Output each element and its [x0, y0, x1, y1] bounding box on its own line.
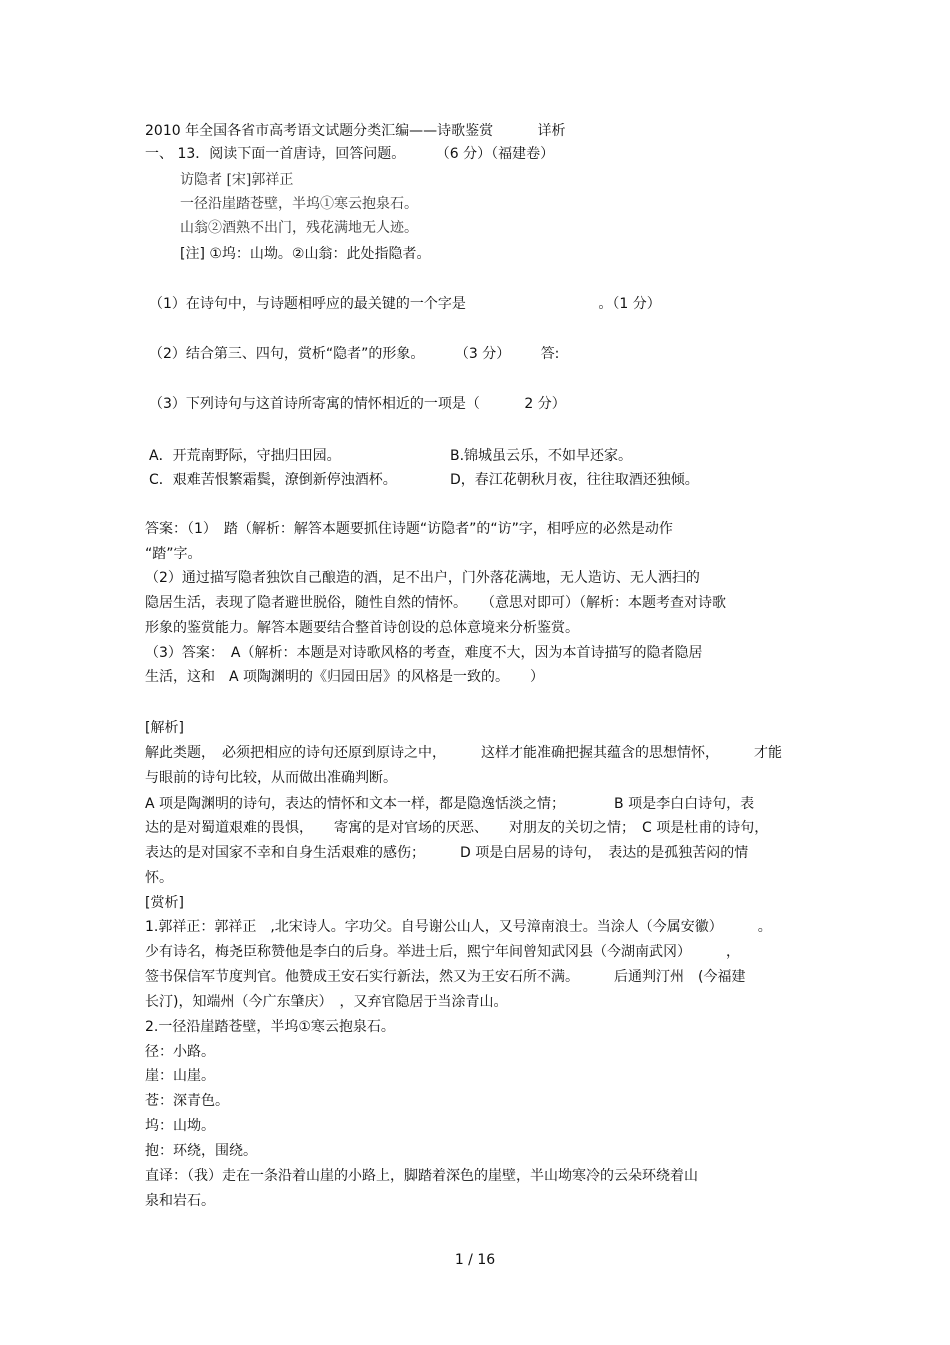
subquestion-2	[149, 345, 559, 363]
appreciation-p1-line-2: 少有诗名，梅尧臣称赞他是李白的后身。举进士后，熙宁年间曾知武冈县（今湖南武冈） ，	[145, 944, 740, 960]
answer-1-line-1: 答案：（1） 踏（解析：解答本题要抓住诗题“访隐者”的“访”字，相呼应的必然是动作	[145, 521, 673, 537]
answer-2-line-2: 隐居生活，表现了隐者避世脱俗，随性自然的情怀。 （意思对即可）（解析：本题考查对诗歌	[145, 595, 726, 611]
analysis-p2-line-4: 怀。	[145, 870, 173, 886]
poem-title-line: 访隐者 [宋]郭祥正	[180, 172, 294, 188]
analysis-p2-line-3: 表达的是对国家不幸和自身生活艰难的感伤； D 项是白居易的诗句， 表达的是孤独苦闷的情	[145, 845, 749, 861]
gloss-wu: 坞：山坳。	[145, 1118, 215, 1134]
analysis-heading: [解析]	[145, 720, 184, 736]
option-d: D，春江花朝秋月夜，往往取酒还独倾。	[450, 472, 699, 488]
option-a: A．开荒南野际，守拙归田园。	[149, 448, 341, 464]
subquestion-3	[149, 395, 566, 413]
subquestion-1-points: 。（1 分）	[598, 296, 661, 312]
answer-3-line-1: （3）答案： A（解析：本题是对诗歌风格的考查，难度不大，因为本首诗描写的隐者隐居	[145, 645, 703, 661]
poem-line-1: 一径沿崖踏苍壁，半坞①寒云抱泉石。	[180, 196, 418, 212]
subquestion-2-text: （2）结合第三、四句，赏析“隐者”的形象。	[149, 346, 425, 362]
question-intro	[145, 145, 554, 163]
subquestion-2-answer-label: 答:	[540, 346, 560, 362]
translation-line-1: 直译：（我）走在一条沿着山崖的小路上，脚踏着深色的崖壁，半山坳寒冷的云朵环绕着山	[145, 1168, 698, 1184]
subquestion-2-points: （3 分）	[454, 346, 511, 362]
analysis-p2-line-1: A 项是陶渊明的诗句，表达的情怀和文本一样，都是隐逸恬淡之情； B 项是李白白诗句，表	[145, 796, 755, 812]
document-title	[145, 122, 566, 140]
subquestion-3-text: （3）下列诗句与这首诗所寄寓的情怀相近的一项是（	[149, 396, 480, 412]
gloss-ya: 崖：山崖。	[145, 1068, 215, 1084]
analysis-p2-line-2: 达的是对蜀道艰难的畏惧， 寄寓的是对官场的厌恶、 对朋友的关切之情； C 项是杜甫的诗句，	[145, 820, 769, 836]
answer-3-line-2: 生活，这和 A 项陶渊明的《归园田居》的风格是一致的。 ）	[145, 669, 545, 685]
question-intro-points: （6 分）（福建卷）	[435, 146, 555, 162]
poem-note: [注] ①坞：山坳。②山翁：此处指隐者。	[180, 246, 431, 262]
title-text: 2010 年全国各省市高考语文试题分类汇编——诗歌鉴赏	[145, 123, 494, 139]
subquestion-1	[149, 295, 661, 313]
answer-2-line-1: （2）通过描写隐者独饮自己酿造的酒，足不出户，门外落花满地，无人造访、无人洒扫的	[145, 570, 700, 586]
gloss-cang: 苍：深青色。	[145, 1093, 229, 1109]
title-suffix: 详析	[537, 123, 566, 139]
option-b: B.锦城虽云乐，不如早还家。	[450, 448, 633, 464]
subquestion-3-points: 2 分）	[524, 396, 566, 412]
question-intro-text: 一、 13．阅读下面一首唐诗，回答问题。	[145, 146, 406, 162]
answer-1-line-2: “踏”字。	[145, 546, 202, 562]
poem-line-2: 山翁②酒熟不出门，残花满地无人迹。	[180, 220, 418, 236]
analysis-p1-line-1: 解此类题， 必须把相应的诗句还原到原诗之中， 这样才能准确把握其蕴含的思想情怀， 才能	[145, 745, 782, 761]
translation-line-2: 泉和岩石。	[145, 1193, 215, 1209]
page-number: 1 / 16	[454, 1252, 496, 1268]
analysis-p1-line-2: 与眼前的诗句比较，从而做出准确判断。	[145, 770, 397, 786]
appreciation-p1-line-1: 1.郭祥正：郭祥正 ,北宋诗人。字功父。自号谢公山人，又号漳南浪士。当涂人（今属安徽） 。	[145, 919, 772, 935]
subquestion-1-text: （1）在诗句中，与诗题相呼应的最关键的一个字是	[149, 296, 466, 312]
appreciation-p1-line-3: 签书保信军节度判官。他赞成王安石实行新法，然又为王安石所不满。 后通判汀州 (今福建	[145, 969, 746, 985]
gloss-bao: 抱：环绕，围绕。	[145, 1143, 257, 1159]
option-c: C．艰难苦恨繁霜鬓，潦倒新停浊酒杯。	[149, 472, 397, 488]
appreciation-p1-line-4: 长汀)，知端州（今广东肇庆） ，又弃官隐居于当涂青山。	[145, 994, 508, 1010]
appreciation-p2-line-1: 2.一径沿崖踏苍壁，半坞①寒云抱泉石。	[145, 1019, 395, 1035]
answer-2-line-3: 形象的鉴赏能力。解答本题要结合整首诗创设的总体意境来分析鉴赏。	[145, 620, 579, 636]
gloss-jing: 径：小路。	[145, 1044, 215, 1060]
appreciation-heading: [赏析]	[145, 895, 184, 911]
